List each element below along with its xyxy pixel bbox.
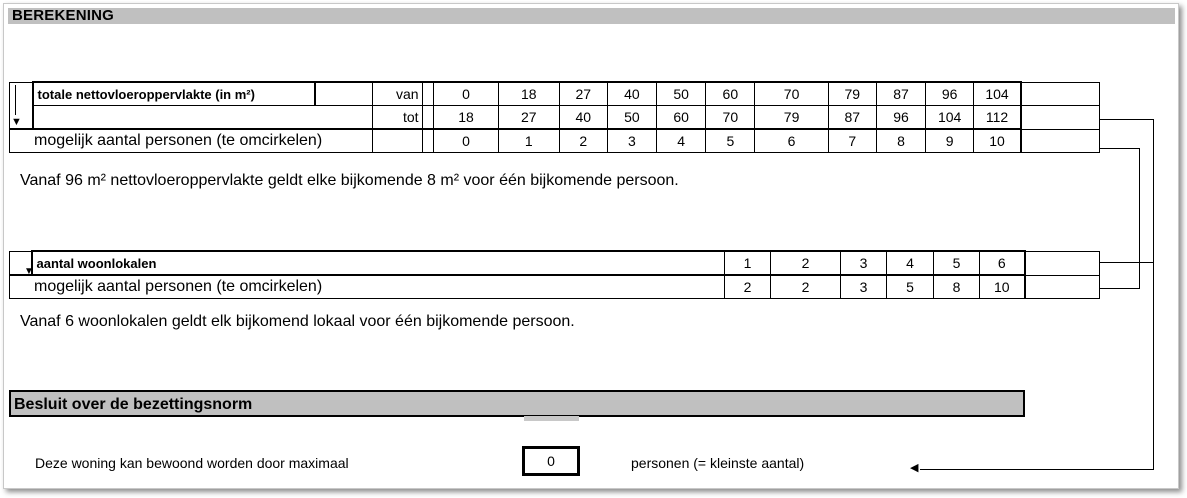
connector-line <box>920 469 1154 470</box>
arrow-left-icon: ◀ <box>910 462 919 474</box>
person-cell[interactable]: 7 <box>828 129 876 153</box>
van-cell: 18 <box>498 82 559 106</box>
rooms-note: Vanaf 6 woonlokalen geldt elk bijkomend lokaal voor één bijkomende persoon. <box>20 313 575 330</box>
besluit-sentence: Deze woning kan bewoond worden door maximaal <box>35 455 349 471</box>
person-cell[interactable]: 8 <box>876 129 925 153</box>
tot-cell: 112 <box>974 106 1021 130</box>
empty-cell <box>1025 251 1100 275</box>
van-label: van <box>395 86 419 102</box>
person-cell[interactable]: 0 <box>434 129 499 153</box>
rooms-persons-label-cell <box>10 275 725 299</box>
spacer-cell <box>422 129 434 153</box>
van-cell: 0 <box>434 82 499 106</box>
max-persons-field[interactable]: 0 <box>522 446 580 476</box>
tot-cell: 96 <box>876 106 925 130</box>
arrow-down-icon <box>15 85 16 115</box>
van-label-cell <box>373 82 422 106</box>
empty-cell <box>1021 129 1100 153</box>
rooms-label: aantal woonlokalen <box>36 255 157 271</box>
besluit-title: Besluit over de bezettingsnorm <box>14 396 253 413</box>
rooms-label-cell <box>32 251 725 275</box>
area-persons-label-cell <box>10 129 373 153</box>
tot-label-cell <box>373 106 422 130</box>
empty-cell <box>1021 106 1100 130</box>
tot-cell: 79 <box>755 106 828 130</box>
besluit-gap-bar <box>524 416 579 421</box>
tot-cell: 50 <box>607 106 656 130</box>
tot-cell: 40 <box>559 106 607 130</box>
van-cell: 70 <box>755 82 828 106</box>
area-label-divider <box>314 83 316 105</box>
person-cell[interactable]: 9 <box>926 129 974 153</box>
spacer-cell <box>373 129 422 153</box>
besluit-suffix: personen (= kleinste aantal) <box>631 455 805 471</box>
tot-cell: 60 <box>657 106 706 130</box>
person-cell[interactable]: 3 <box>841 275 887 299</box>
van-cell: 60 <box>706 82 755 106</box>
van-cell: 87 <box>876 82 925 106</box>
connector-line <box>1100 148 1140 149</box>
spacer-cell <box>422 106 434 130</box>
person-cell[interactable]: 6 <box>755 129 828 153</box>
area-persons-label: mogelijk aantal personen (te omcirkelen) <box>34 132 323 149</box>
tot-cell: 87 <box>828 106 876 130</box>
person-cell[interactable]: 10 <box>980 275 1025 299</box>
room-cell: 2 <box>771 251 841 275</box>
rooms-table <box>9 250 1100 299</box>
area-arrow-cell <box>10 82 33 129</box>
arrow-down-icon: ▼ <box>11 115 22 128</box>
room-cell: 1 <box>725 251 771 275</box>
tot-cell: 104 <box>926 106 974 130</box>
van-cell: 27 <box>559 82 607 106</box>
van-cell: 104 <box>974 82 1021 106</box>
tot-label: tot <box>402 109 419 125</box>
empty-cell <box>1021 82 1100 106</box>
area-label-cont <box>33 106 373 130</box>
empty-cell <box>1025 275 1100 299</box>
van-cell: 79 <box>828 82 876 106</box>
connector-line <box>1100 288 1140 289</box>
section-header <box>8 8 1175 24</box>
person-cell[interactable]: 5 <box>706 129 755 153</box>
person-cell[interactable]: 8 <box>934 275 980 299</box>
person-cell[interactable]: 2 <box>559 129 607 153</box>
person-cell[interactable]: 3 <box>607 129 656 153</box>
area-table <box>9 81 1100 153</box>
person-cell[interactable]: 10 <box>974 129 1021 153</box>
spacer-cell <box>422 82 434 106</box>
tot-cell: 70 <box>706 106 755 130</box>
person-cell[interactable]: 4 <box>657 129 706 153</box>
connector-line <box>1139 148 1140 288</box>
person-cell[interactable]: 5 <box>887 275 934 299</box>
room-cell: 4 <box>887 251 934 275</box>
van-cell: 96 <box>926 82 974 106</box>
connector-line <box>1100 262 1154 263</box>
besluit-header <box>9 390 1025 417</box>
connector-line <box>1100 119 1154 120</box>
person-cell[interactable]: 2 <box>725 275 771 299</box>
room-cell: 5 <box>934 251 980 275</box>
person-cell[interactable]: 2 <box>771 275 841 299</box>
van-cell: 40 <box>607 82 656 106</box>
area-note: Vanaf 96 m² nettovloeroppervlakte geldt elke bijkomende 8 m² voor één bijkomende persoon. <box>20 172 679 189</box>
van-cell: 50 <box>657 82 706 106</box>
arrow-down-icon: ▼ <box>24 265 34 277</box>
section-title: BEREKENING <box>12 7 115 24</box>
room-cell: 6 <box>980 251 1025 275</box>
area-label-cell <box>33 82 373 106</box>
rooms-arrow-cell <box>10 251 32 275</box>
rooms-persons-label: mogelijk aantal personen (te omcirkelen) <box>34 278 323 295</box>
area-label: totale nettovloeroppervlakte (in m²) <box>37 86 255 102</box>
person-cell[interactable]: 1 <box>498 129 559 153</box>
tot-cell: 27 <box>498 106 559 130</box>
room-cell: 3 <box>841 251 887 275</box>
connector-line <box>1153 119 1154 470</box>
tot-cell: 18 <box>434 106 499 130</box>
